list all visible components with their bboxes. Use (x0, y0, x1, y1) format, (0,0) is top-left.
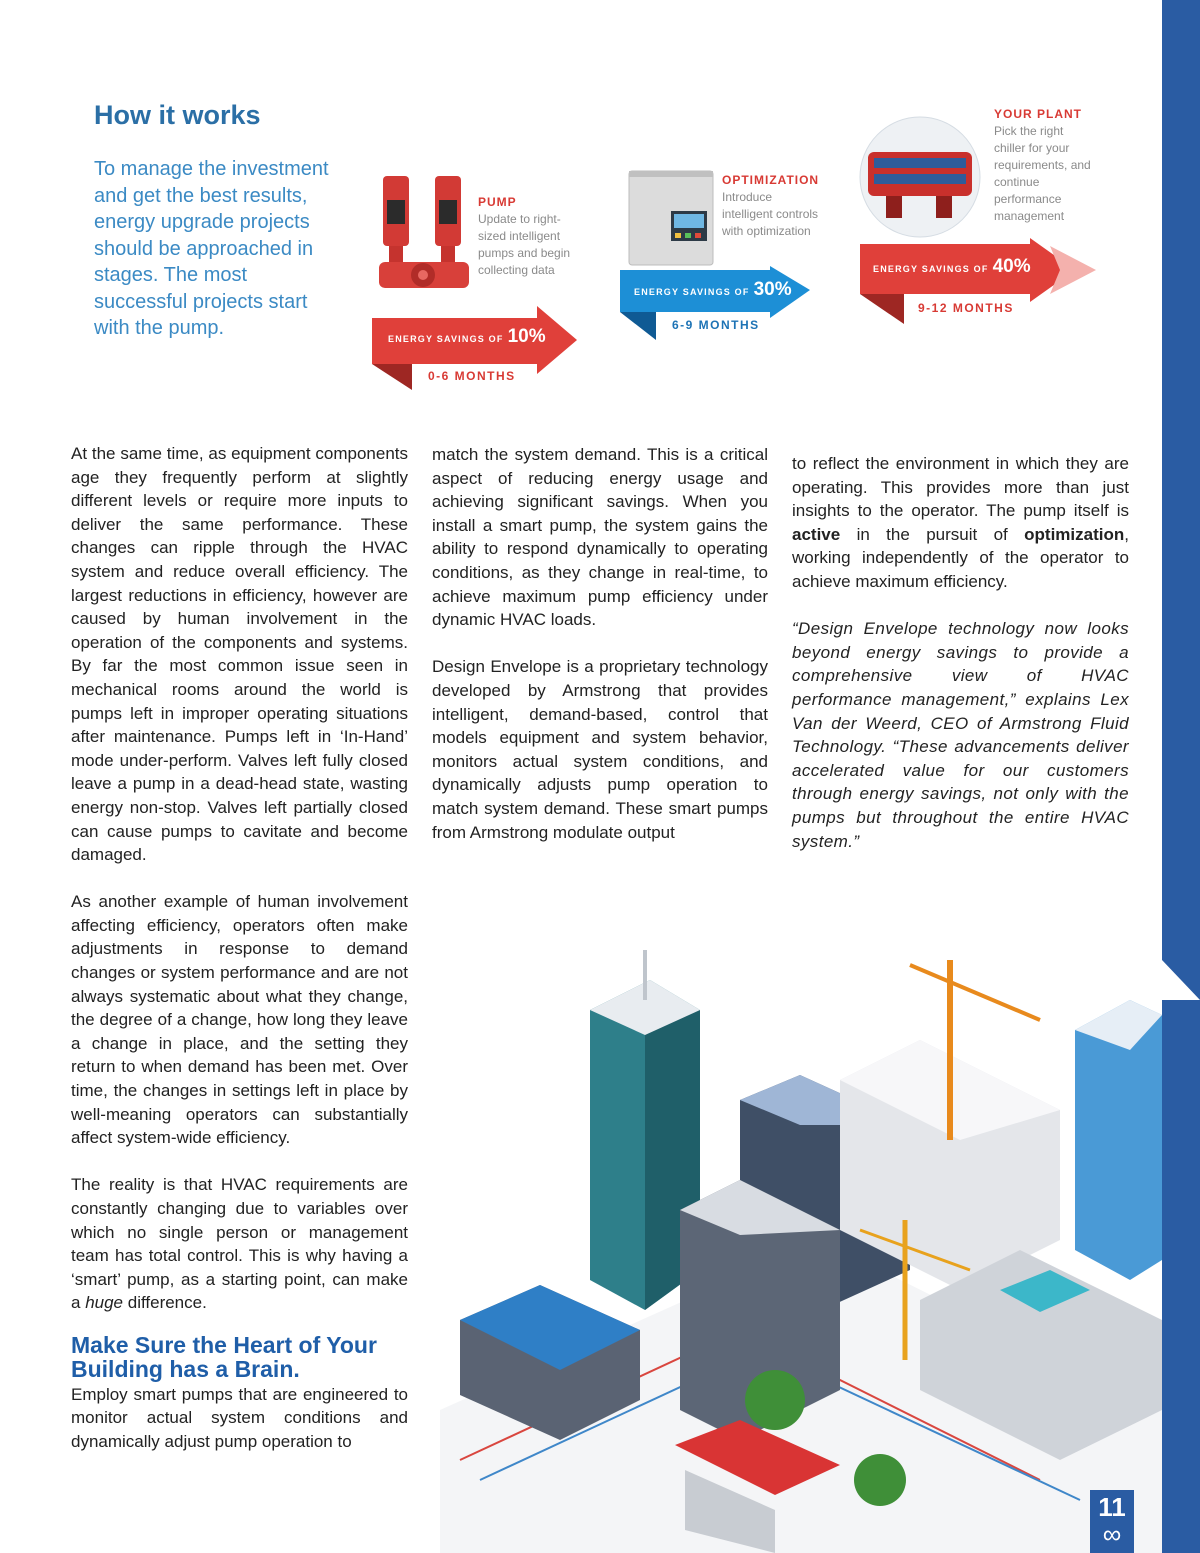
savings-label-40: ENERGY SAVINGS OF 40% (873, 256, 1031, 277)
section-heading: Make Sure the Heart of Your Building has a Brain. (71, 1331, 377, 1382)
infinity-icon: ∞ (1102, 1519, 1122, 1549)
stage-plant-desc: Pick the right chiller for your requirements, and continue performance management (994, 124, 1091, 223)
emphasis-optimization: optimization (1024, 524, 1125, 544)
body-column-2 (432, 443, 768, 868)
how-it-works-intro: To manage the investment and get the best results, energy upgrade projects should be approached in stages. The most successful projects start with the pump. (94, 158, 329, 339)
ceo-quote: “Design Envelope technology now looks beyond energy savings to provide a comprehensive view of HVAC performance management,” explains Lex Van der Weerd, CEO of Armstrong Fluid Technology. “These advancements deliver accelerated value for our customers through energy savings, not only with the pumps but throughout the entire HVAC system.” (792, 619, 1129, 851)
savings-label-10: ENERGY SAVINGS OF 10% (388, 326, 546, 347)
page-number (1090, 1490, 1134, 1553)
stage-pump-title: PUMP (478, 195, 517, 209)
col2-paragraph-1: match the system demand. This is a critical aspect of reducing energy usage and achieving significant savings. When you install a smart pump, the system gains the ability to respond dynamically to operating conditions, as they change in real-time, to achieve maximum pump efficiency under dynamic HVAC loads. (432, 445, 768, 630)
stage-optimization-title: OPTIMIZATION (722, 173, 820, 187)
page-number-value: 11 (1098, 1492, 1126, 1522)
months-0-6: 0-6 MONTHS (428, 369, 516, 383)
stage-plant-title: YOUR PLANT (994, 107, 1082, 121)
savings-value-30: 30% (753, 279, 792, 300)
stage-pump-text (478, 194, 578, 279)
emphasis-active: active (792, 524, 841, 544)
savings-label-30: ENERGY SAVINGS OF 30% (634, 279, 792, 300)
chiller-plant-illustration (852, 112, 992, 242)
sidebar-stripe (1162, 0, 1200, 1553)
stage-pump-desc: Update to right-sized intelligent pumps and begin collecting data (478, 212, 571, 277)
pump-illustration (375, 170, 475, 310)
months-6-9: 6-9 MONTHS (672, 318, 760, 332)
stage-optimization-desc: Introduce intelligent controls with optimization (722, 190, 819, 238)
col1-paragraph-3: The reality is that HVAC requirements are constantly changing due to variables over which no single person or management team has total control. This is why having a ‘smart’ pump, as a starting point, can make a huge difference. (71, 1175, 408, 1313)
emphasis-huge: huge (85, 1293, 124, 1313)
stage-plant-text (994, 106, 1094, 225)
months-9-12: 9-12 MONTHS (918, 301, 1014, 315)
body-column-3 (792, 452, 1129, 877)
col1-paragraph-2: As another example of human involvement affecting efficiency, operators often make adjustments in response to demand changes or system performance and are not always systematic about what they change, the degree of a change, how long they leave a change in place, and the setting they return to when demand has been met. Over time, the changes in settings left in place by well-meaning operators can substantially affect system-wide efficiency. (71, 892, 408, 1148)
col1-paragraph-4: Employ smart pumps that are engineered to monitor actual system conditions and dynamically adjust pump operation to (71, 1384, 408, 1451)
savings-value-40: 40% (992, 256, 1031, 277)
how-it-works-title: How it works (94, 100, 261, 130)
savings-value-10: 10% (507, 326, 546, 347)
stage-optimization-text (722, 172, 822, 240)
city-illustration (440, 940, 1162, 1553)
col3-paragraph-1: to reflect the environment in which they are operating. This provides more than just insights to the operator. The pump itself is active in the pursuit of optimization, working independently of the operator to achieve maximum efficiency. (792, 454, 1129, 591)
controller-illustration (625, 165, 720, 270)
col2-paragraph-2: Design Envelope is a proprietary technology developed by Armstrong that provides intelligent, demand-based, control that models equipment and system behavior, monitors actual system conditions, and dynamically adjusts pump operation to match system demand. These smart pumps from Armstrong modulate output (432, 657, 768, 842)
body-column-1 (71, 442, 408, 1477)
col1-paragraph-1: At the same time, as equipment components age they frequently perform at slightly different levels or require more inputs to deliver the same performance. These changes can ripple through the HVAC system and reduce overall efficiency. The largest reductions in efficiency, however are caused by human involvement in the operation of the components and systems. By far the most common issue seen in mechanical rooms around the world is pumps left in improper operating situations after maintenance. Pumps left in ‘In-Hand’ mode under-perform. Valves left fully closed leave a pump in a dead-head state, wasting energy non-stop. Valves left partially closed can cause pumps to cavitate and become damaged. (71, 444, 408, 865)
